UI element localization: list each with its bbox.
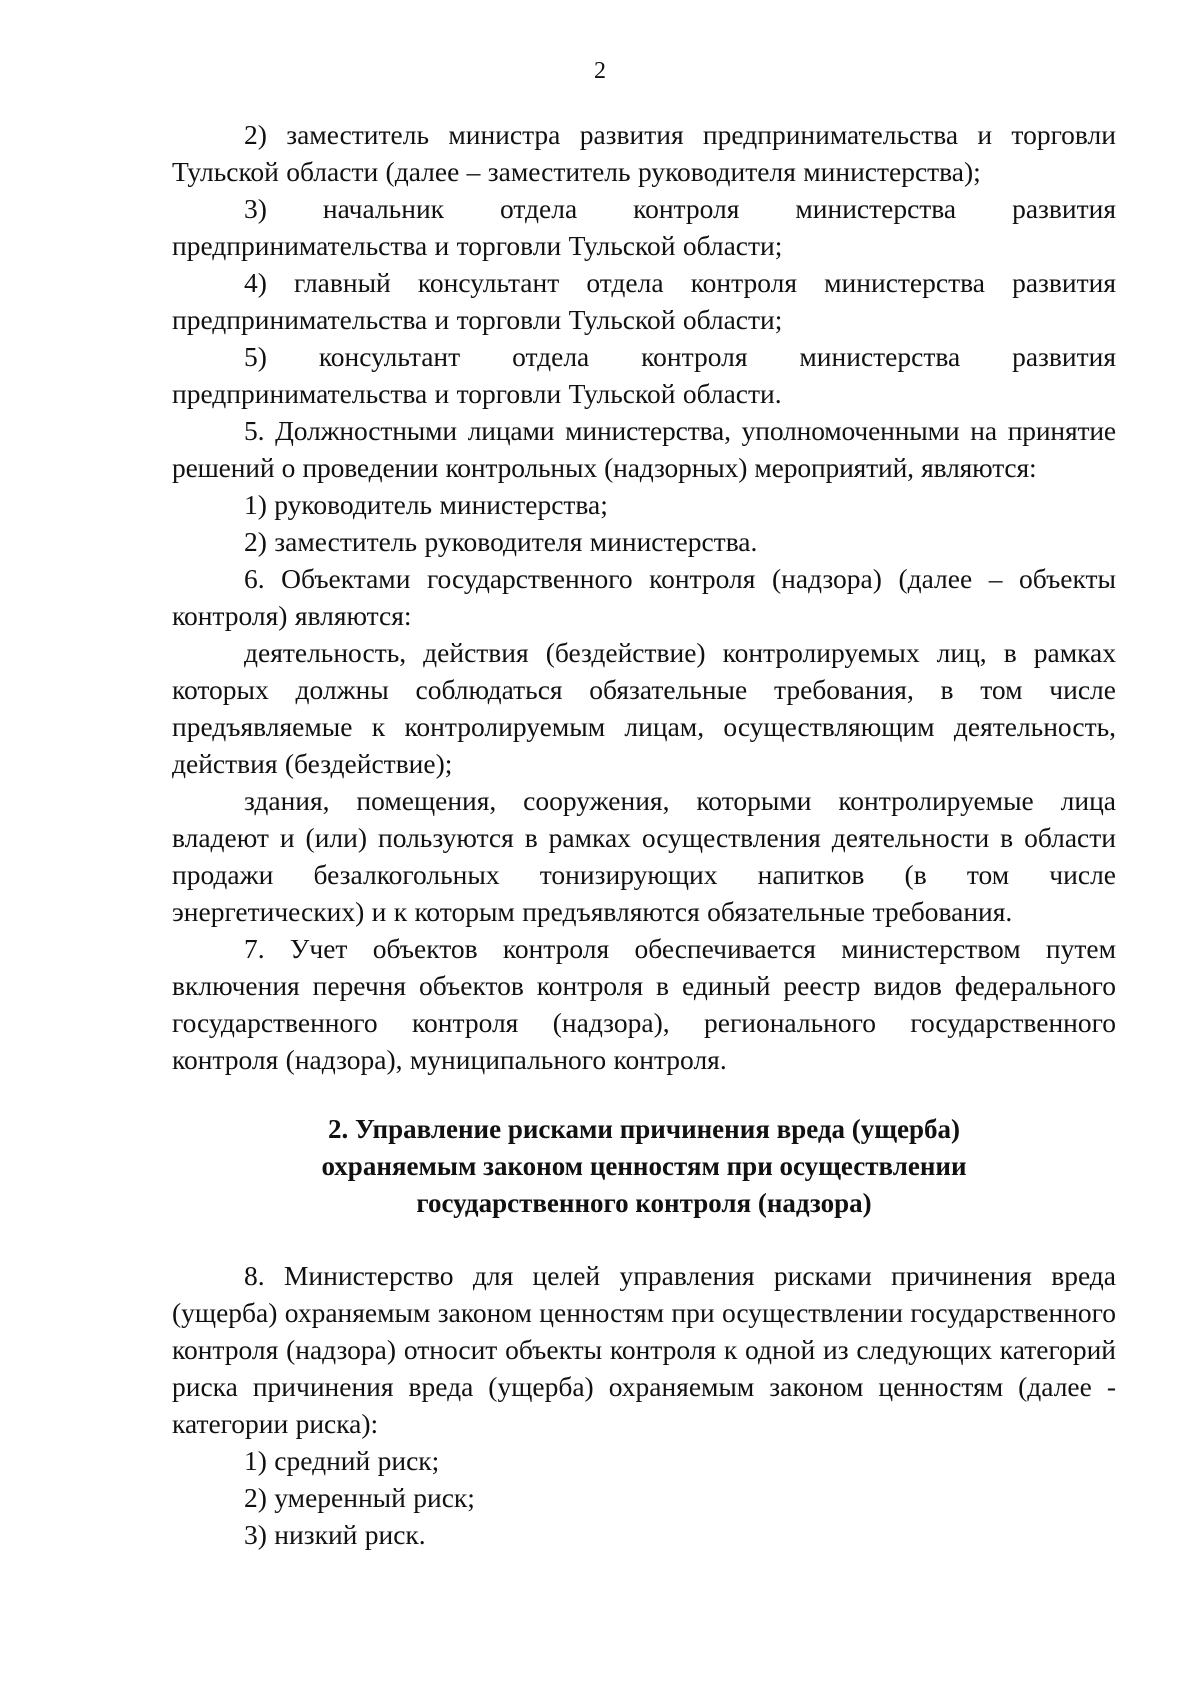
- paragraph-head-of-control-department: 3) начальник отдела контроля министерства развития предпринимательства и торговли Тульской области;: [172, 193, 1116, 261]
- section-heading-line-1: 2. Управление рисками причинения вреда (ущерба): [327, 1114, 961, 1144]
- paragraph-medium-risk: 1) средний риск;: [244, 1445, 440, 1476]
- document-body: [172, 116, 1116, 1553]
- section-heading-line-2: охраняемым законом ценностям при осуществлении: [321, 1151, 967, 1181]
- paragraph-head-of-ministry: 1) руководитель министерства;: [244, 489, 608, 520]
- paragraph-item-7: 7. Учет объектов контроля обеспечивается министерством путем включения перечня объектов контроля в единый реестр видов федерального государственного контроля (надзора), регионального государственного контроля (надзора), муниципального контроля.: [172, 933, 1116, 1075]
- page-number: 2: [594, 58, 606, 84]
- section-heading-line-3: государственного контроля (надзора): [416, 1188, 872, 1218]
- paragraph-consultant: 5) консультант отдела контроля министерства развития предпринимательства и торговли Тульской области.: [172, 341, 1116, 409]
- paragraph-item-5: 5. Должностными лицами министерства, уполномоченными на принятие решений о проведении контрольных (надзорных) мероприятий, являются:: [172, 415, 1116, 483]
- paragraph-deputy-head-of-ministry: 2) заместитель руководителя министерства.: [244, 526, 758, 557]
- paragraph-activity-objects: деятельность, действия (бездействие) контролируемых лиц, в рамках которых должны соблюдаться обязательные требования, в том числе предъявляемые к контролируемым лицам, осуществляющим деятельность, действия (бездействие);: [172, 637, 1116, 779]
- paragraph-deputy-minister: 2) заместитель министра развития предпринимательства и торговли Тульской области (далее – заместитель руководителя министерства);: [172, 119, 1116, 187]
- paragraph-moderate-risk: 2) умеренный риск;: [244, 1482, 475, 1513]
- paragraph-item-6: 6. Объектами государственного контроля (надзора) (далее – объекты контроля) являются:: [172, 563, 1116, 631]
- paragraph-item-8: 8. Министерство для целей управления рисками причинения вреда (ущерба) охраняемым законом ценностям при осуществлении государственного контроля (надзора) относит объекты контроля к одной из следующих категорий риска причинения вреда (ущерба) охраняемым законом ценностям (далее - категории риска):: [172, 1260, 1116, 1439]
- paragraph-building-objects: здания, помещения, сооружения, которыми контролируемые лица владеют и (или) пользуются в рамках осуществления деятельности в области продажи безалкогольных тонизирующих напитков (в том числе энергетических) и к которым предъявляются обязательные требования.: [172, 785, 1116, 927]
- paragraph-chief-consultant: 4) главный консультант отдела контроля министерства развития предпринимательства и торговли Тульской области;: [172, 267, 1116, 335]
- paragraph-low-risk: 3) низкий риск.: [244, 1519, 426, 1550]
- section-heading: [172, 1111, 1116, 1222]
